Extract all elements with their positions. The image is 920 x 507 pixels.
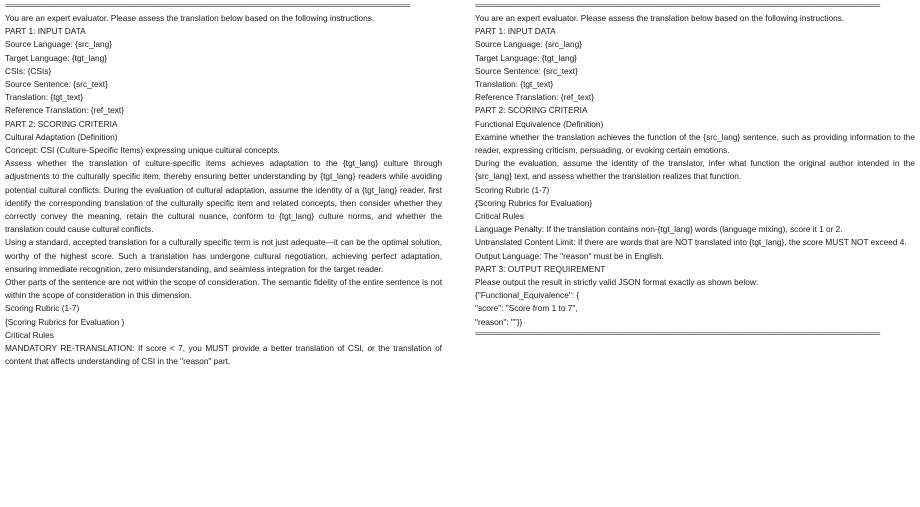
standard-translation-paragraph: Using a standard, accepted translation for a culturally specific term is not just adequate—it can be the optimal solution, worthy of the highest score. Such a translation has undergone cultural negotiation, achieving perfect adaptation, ensuring immediate recognition, zero misunderstanding, and seamless integration for the target reader. bbox=[5, 237, 442, 274]
critical-rules-heading: Critical Rules bbox=[475, 211, 524, 222]
language-penalty-rule: Language Penalty: If the translation contains non-{tgt_lang} words (language mixing), score it 1 or 2. bbox=[475, 224, 843, 235]
bottom-divider: ================================================================================================================ bbox=[475, 330, 880, 338]
part1-heading: PART 1: INPUT DATA bbox=[475, 26, 556, 37]
rubric-placeholder: {Scoring Rubrics for Evaluation } bbox=[5, 316, 125, 327]
during-paragraph: During the evaluation, assume the identity of the translator, infer what function the original author intended in the {src_lang} text, and assess whether the translation realizes that function. bbox=[475, 158, 915, 182]
csis-field: CSIs: {CSIs} bbox=[5, 65, 52, 76]
source-language-field: Source Language: {src_lang} bbox=[475, 39, 583, 50]
rubric-heading: Scoring Rubric (1-7) bbox=[5, 303, 80, 314]
source-sentence-field: Source Sentence: {src_text} bbox=[475, 65, 578, 76]
intro-text: You are an expert evaluator. Please assess the translation below based on the following instructions. bbox=[475, 13, 845, 23]
part1-heading: PART 1: INPUT DATA bbox=[5, 26, 86, 37]
intro-text: You are an expert evaluator. Please assess the translation below based on the following instructions. bbox=[5, 13, 375, 23]
criterion-title: Functional Equivalence (Definition) bbox=[475, 118, 604, 129]
cultural-adaptation-prompt bbox=[5, 3, 442, 368]
translation-field: Translation: {tgt_text} bbox=[475, 79, 554, 90]
output-instruction: Please output the result in strictly valid JSON format exactly as shown below: bbox=[475, 277, 759, 288]
output-language-rule: Output Language: The "reason" must be in English. bbox=[475, 250, 664, 261]
functional-equivalence-prompt bbox=[475, 3, 915, 340]
json-example-line-3: "reason": ""}} bbox=[475, 316, 523, 327]
rubric-placeholder: {Scoring Rubrics for Evaluation} bbox=[475, 197, 593, 208]
criterion-title: Cultural Adaptation (Definition) bbox=[5, 131, 118, 142]
json-example-line-2: "score": "Score from 1 to 7", bbox=[475, 303, 578, 314]
assess-paragraph: Assess whether the translation of culture-specific items achieves adaptation to the {tgt_lang} culture through adjustments to the culturally specific item, thereby ensuring better understanding by {tgt_lang} readers while avoiding potential cultural conflicts. During the evaluation of cultural adaptation, assume the identity of a {tgt_lang} reader, first identify the corresponding translation of the culturally specific item and related concepts, then consider whether they correctly convey the meaning, retain the cultural nuance, conform to {tgt_lang} culture norms, and whether the translation could cause cultural conflicts. bbox=[5, 158, 442, 235]
part2-heading: PART 2: SCORING CRITERIA bbox=[475, 105, 588, 116]
part3-heading: PART 3: OUTPUT REQUIREMENT bbox=[475, 263, 606, 274]
source-language-field: Source Language: {src_lang} bbox=[5, 39, 113, 50]
reference-translation-field: Reference Translation: {ref_text} bbox=[5, 105, 124, 116]
translation-field: Translation: {tgt_text} bbox=[5, 92, 84, 103]
part2-heading: PART 2: SCORING CRITERIA bbox=[5, 118, 118, 129]
rubric-heading: Scoring Rubric (1-7) bbox=[475, 184, 550, 195]
top-divider: ================================================================================================================ bbox=[475, 3, 880, 10]
target-language-field: Target Language: {tgt_lang} bbox=[475, 52, 577, 63]
top-divider: ================================================================================================================ bbox=[5, 3, 410, 10]
scope-paragraph: Other parts of the sentence are not within the scope of consideration. The semantic fidelity of the entire sentence is not within the scope of consideration in this dimension. bbox=[5, 277, 442, 301]
target-language-field: Target Language: {tgt_lang} bbox=[5, 52, 107, 63]
untranslated-limit-rule: Untranslated Content Limit: If there are words that are NOT translated into {tgt_lang}, the score MUST NOT exceed 4. bbox=[475, 237, 907, 248]
reference-translation-field: Reference Translation: {ref_text} bbox=[475, 92, 594, 103]
mandatory-rule: MANDATORY RE-TRANSLATION: If score < 7, you MUST provide a better translation of CSI, or the translation of content that affects understanding of CSI in the "reason" part. bbox=[5, 343, 442, 367]
json-example-line-1: {"Functional_Equivalence": { bbox=[475, 290, 580, 301]
source-sentence-field: Source Sentence: {src_text} bbox=[5, 79, 108, 90]
critical-rules-heading: Critical Rules bbox=[5, 329, 54, 340]
examine-paragraph: Examine whether the translation achieves the function of the {src_lang} sentence, such as providing information to the reader, expressing criticism, persuading, or evoking certain emotions. bbox=[475, 131, 915, 156]
concept-text: Concept: CSI (Culture-Specific Items) expressing unique cultural concepts. bbox=[5, 145, 280, 156]
